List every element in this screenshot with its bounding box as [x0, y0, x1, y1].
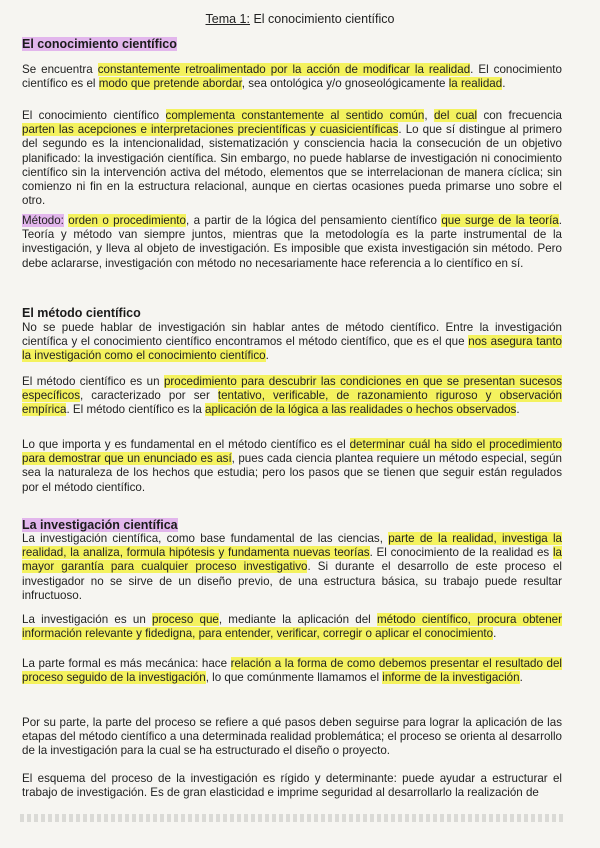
- text-run: El esquema del proceso de la investigación es rígido y determinante: puede ayudar a estructurar el trabajo de investigación. Es de gran elasticidad e imprime seguridad al desarrollarlo la realización de: [22, 772, 562, 800]
- text-run: No se puede hablar de investigación sin hablar antes de método científico. Entre la investigación científica y el conocimiento científico encontramos el método científico, que es el que: [22, 321, 562, 349]
- highlighted-text: determinar cuál ha sido el procedimiento para demostrar que un enunciado es así: [22, 438, 562, 466]
- highlighted-text: proceso que: [152, 613, 219, 626]
- highlighted-text: tentativo, verificable, de razonamiento riguroso y observación empírica: [22, 389, 562, 417]
- heading-text: El conocimiento científico: [22, 37, 177, 51]
- paragraph: [22, 716, 562, 759]
- text-run: , sea ontológica y/o gnoseológicamente: [241, 77, 449, 91]
- text-run: La investigación es un: [22, 613, 153, 626]
- highlighted-text: relación a la forma de como debemos presentar el resultado del proceso seguido de la investigación: [22, 657, 562, 685]
- paragraph: [22, 109, 562, 208]
- highlighted-text: complementa constantemente al sentido común: [165, 109, 425, 122]
- paragraph: [22, 438, 562, 495]
- text-run: . El conocimiento de la realidad es: [369, 546, 553, 560]
- text-run: .: [519, 671, 523, 685]
- section-heading-investigacion: [22, 518, 178, 532]
- text-run: .: [516, 403, 520, 417]
- paragraph: [22, 613, 562, 641]
- highlighted-text: orden o procedimiento: [68, 214, 186, 227]
- text-run: , mediante la aplicación del: [218, 613, 377, 626]
- document-title: [0, 12, 600, 26]
- text-run: . El método científico es la: [66, 403, 206, 417]
- text-run: El método científico es un: [22, 375, 164, 388]
- paragraph: [22, 214, 562, 271]
- paragraph: [22, 657, 562, 685]
- heading-text: El método científico: [22, 306, 141, 320]
- section-heading-conocimiento: [22, 37, 177, 51]
- highlighted-text: procedimiento para descubrir las condiciones en que se presentan sucesos específicos: [22, 375, 562, 403]
- text-run: . Si durante el desarrollo de este proceso el investigador no se sirve de un diseño previo, de una estructura básica, su trabajo puede resultar infructuoso.: [22, 560, 562, 602]
- text-run: .: [265, 349, 269, 363]
- highlighted-text: la mayor garantía para cualquier proceso investigativo: [22, 546, 562, 574]
- text-run: , a partir de la lógica del pensamiento científico: [185, 214, 442, 227]
- paragraph: [22, 772, 562, 800]
- text-run: . Teoría y método van siempre juntos, mientras que la metodología es la parte instrumental de la investigación, y lleva al objeto de investigación. Es imposible que exista investigación sin método. Pero debe aclararse, investigación con método no necesariamente hace referencia a lo científico en sí.: [22, 214, 562, 270]
- title-label: Tema 1:: [205, 12, 250, 26]
- heading-text: La investigación científica: [22, 518, 178, 532]
- text-run: La parte formal es más mecánica: hace: [22, 657, 231, 670]
- paragraph: [22, 321, 562, 364]
- text-run: El conocimiento científico: [22, 109, 166, 122]
- text-run: . El conocimiento científico es el: [22, 63, 562, 91]
- paragraph: [22, 532, 562, 603]
- highlighted-text: la realidad: [448, 77, 503, 91]
- highlighted-text: parten las acepciones e interpretaciones precientíficas y cuasicientíficas: [22, 123, 399, 137]
- text-run: La investigación científica, como base fundamental de las ciencias,: [22, 532, 389, 545]
- text-run: . Lo que sí distingue al primero del segundo es la intencionalidad, sistematización y consciencia hacia la consecución de un objetivo planificado: la investigación científica. Sin embargo, no puede hablarse de investigación ni conocimiento científico sin la intervención activa del método, elementos que se interrelacionan de manera cíclica; sin comienzo ni fin en la estructura relacional, aunque en ciertas ocasiones pueda primarse uno sobre el otro.: [22, 123, 562, 208]
- text-run: .: [493, 627, 497, 641]
- text-run: , lo que comúnmente llamamos el: [205, 671, 383, 685]
- highlighted-text: que surge de la teoría: [441, 214, 559, 227]
- highlighted-text: nos asegura tanto la investigación como el conocimiento científico: [22, 335, 563, 363]
- text-run: .: [502, 77, 506, 91]
- text-run: , caracterizado por ser: [80, 389, 218, 403]
- highlighted-text: método científico, procura obtener información relevante y fidedigna, para entender, verificar, corregir o aplicar el conocimiento: [22, 613, 562, 641]
- paragraph: [22, 63, 562, 91]
- highlighted-text: modo que pretende abordar: [98, 77, 242, 91]
- text-run: Se encuentra: [22, 63, 98, 76]
- highlighted-text: informe de la investigación: [382, 671, 520, 685]
- section-heading-metodo: [22, 306, 141, 320]
- text-run: Por su parte, la parte del proceso se refiere a qué pasos deben seguirse para lograr la aplicación de las etapas del método científico a una determinada realidad problemática; el proceso se orienta al desarrollo de la investigación para la cual se ha estructurado el diseño o proyecto.: [22, 716, 562, 758]
- highlighted-text: Método:: [22, 214, 64, 227]
- cut-off-text-line: [20, 814, 565, 822]
- paragraph: [22, 375, 562, 418]
- highlighted-text: aplicación de la lógica a las realidades o hechos observados: [205, 403, 517, 417]
- text-run: ,: [424, 109, 434, 122]
- highlighted-text: parte de la realidad, investiga la realidad, la analiza, formula hipótesis y fundamenta nuevas teorías: [22, 532, 562, 560]
- text-run: con frecuencia: [477, 109, 562, 122]
- text-run: , pues cada ciencia plantea requiere un método especial, según sea la naturaleza de los hechos que estudia; pero los pasos que se tienen que seguir están regulados por el método científico.: [22, 452, 562, 494]
- title-text: El conocimiento científico: [249, 12, 395, 26]
- text-run: Lo que importa y es fundamental en el método científico es el: [22, 438, 350, 451]
- highlighted-text: del cual: [433, 109, 478, 122]
- highlighted-text: constantemente retroalimentado por la acción de modificar la realidad: [97, 63, 471, 76]
